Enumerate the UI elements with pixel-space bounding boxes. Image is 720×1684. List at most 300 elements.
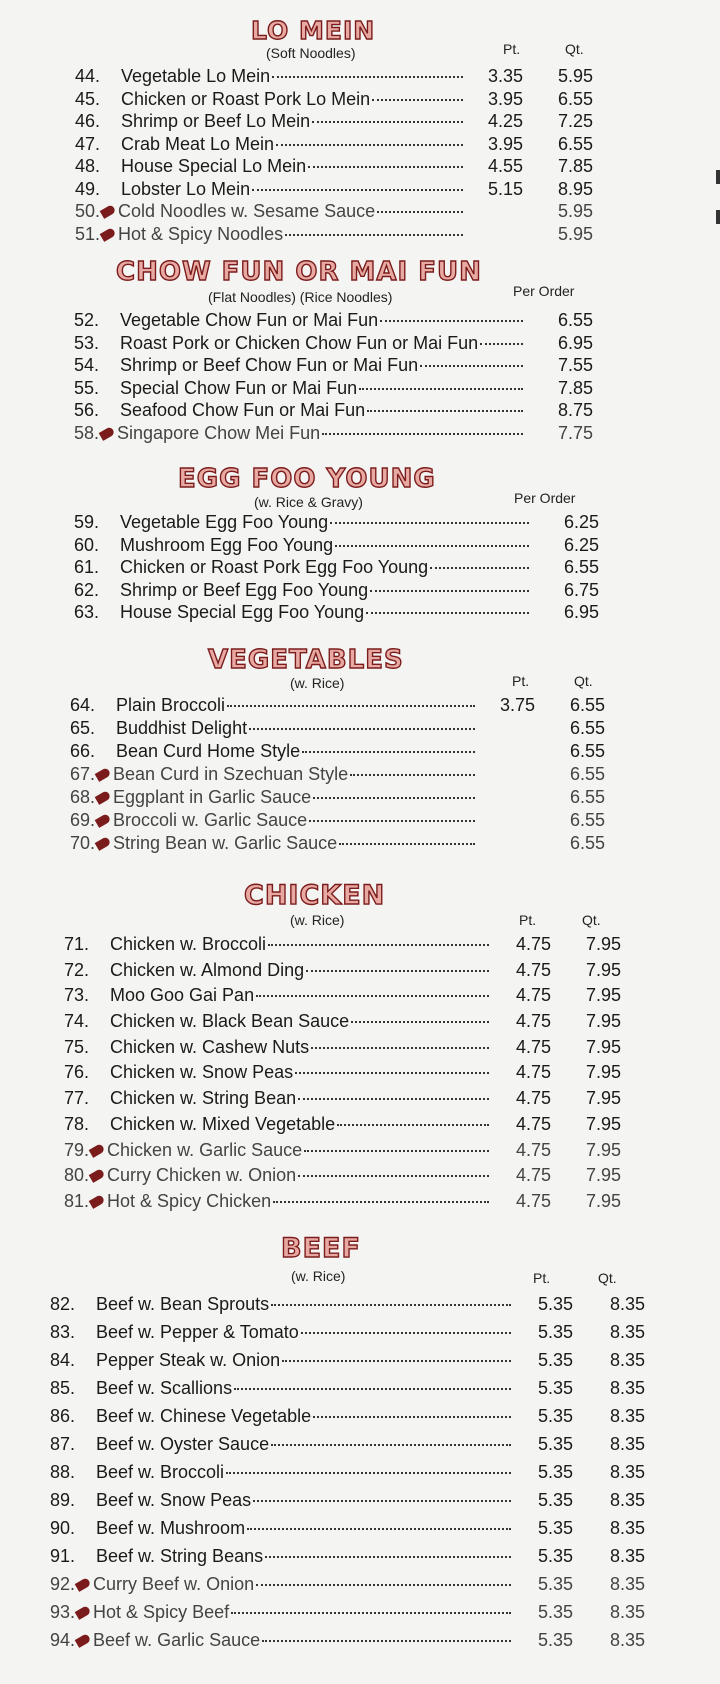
price-quart: 7.95 — [585, 1113, 621, 1134]
item-name: House Special Lo Mein — [121, 156, 307, 176]
price-quart: 8.35 — [609, 1350, 645, 1370]
item-name: Chicken w. Broccoli — [110, 934, 267, 954]
item-number: 77. — [64, 1088, 90, 1109]
column-header-qt: Qt. — [598, 1270, 617, 1286]
menu-item-row — [50, 1486, 645, 1514]
leader-dots — [335, 545, 529, 547]
price-quart: 7.95 — [585, 1011, 621, 1032]
item-number: 70. — [70, 833, 96, 853]
item-name: Vegetable Chow Fun or Mai Fun — [120, 310, 379, 330]
menu-item-row — [50, 1542, 645, 1570]
item-name: Hot & Spicy Noodles — [118, 223, 284, 244]
price-quart: 8.35 — [609, 1378, 645, 1398]
item-number: 92. — [50, 1574, 76, 1594]
menu-item-row — [50, 1570, 645, 1598]
item-number: 89. — [50, 1490, 76, 1510]
leader-dots — [268, 944, 489, 946]
menu-item-row — [75, 133, 593, 156]
item-list — [74, 309, 593, 444]
item-name: Beef w. Broccoli — [96, 1462, 225, 1482]
price-pint: 5.35 — [537, 1378, 573, 1398]
price-quart: 8.35 — [609, 1322, 645, 1342]
item-number: 79. — [64, 1139, 90, 1160]
item-number: 76. — [64, 1062, 90, 1083]
price-pint: 5.15 — [487, 178, 523, 199]
item-name: Beef w. Garlic Sauce — [93, 1630, 261, 1650]
leader-dots — [304, 1150, 489, 1152]
item-name: Chicken w. Mixed Vegetable — [110, 1113, 336, 1134]
item-number: 59. — [74, 512, 100, 532]
item-number: 44. — [75, 66, 101, 86]
leader-dots — [273, 1201, 489, 1203]
page-edge-mark — [716, 170, 720, 184]
item-name: Cold Noodles w. Sesame Sauce — [118, 201, 376, 221]
item-name: Beef w. Pepper & Tomato — [96, 1322, 299, 1342]
item-number: 66. — [70, 741, 96, 761]
price-per-order: 6.25 — [563, 534, 599, 555]
item-name: Shrimp or Beef Egg Foo Young — [120, 579, 369, 600]
hot-pepper-icon — [89, 1168, 106, 1183]
price-quart: 6.55 — [557, 133, 593, 154]
column-header-qt: Qt. — [582, 912, 601, 928]
hot-pepper-icon — [100, 204, 117, 219]
menu-item-row — [75, 88, 593, 111]
price-quart: 7.85 — [557, 156, 593, 176]
hot-pepper-icon — [95, 813, 112, 828]
item-number: 80. — [64, 1165, 90, 1186]
column-header-per-order: Per Order — [513, 283, 575, 299]
price-quart: 6.55 — [569, 764, 605, 784]
price-pint: 5.35 — [537, 1630, 573, 1650]
price-pint: 5.35 — [537, 1462, 573, 1482]
item-name: Beef w. Bean Sprouts — [96, 1294, 270, 1314]
price-pint: 4.75 — [515, 1062, 551, 1083]
price-quart: 7.95 — [585, 985, 621, 1006]
leader-dots — [430, 567, 529, 569]
price-pint: 4.75 — [515, 959, 551, 980]
section-subtitle: (Flat Noodles) (Rice Noodles) — [208, 289, 393, 305]
section-title: BEEF — [281, 1233, 361, 1264]
leader-dots — [339, 843, 475, 845]
section-subtitle: (w. Rice) — [290, 912, 345, 928]
menu-item-row — [70, 809, 605, 832]
menu-item-row — [50, 1598, 645, 1626]
menu-item-row — [70, 832, 605, 855]
price-quart: 8.95 — [557, 178, 593, 199]
menu-item-row — [70, 763, 605, 786]
item-name: Chicken w. Black Bean Sauce — [110, 1011, 350, 1032]
price-pint: 4.75 — [515, 934, 551, 954]
hot-pepper-icon — [75, 1577, 92, 1592]
item-number: 84. — [50, 1350, 76, 1370]
price-quart: 6.55 — [569, 833, 605, 853]
hot-pepper-icon — [95, 790, 112, 805]
column-header-pt: Pt. — [519, 912, 537, 928]
menu-item-row — [74, 556, 599, 579]
item-name: Eggplant in Garlic Sauce — [113, 787, 312, 807]
price-pint: 4.25 — [487, 111, 523, 131]
price-per-order: 7.75 — [557, 422, 593, 443]
item-name: Chicken w. Garlic Sauce — [107, 1139, 303, 1160]
price-per-order: 7.55 — [557, 355, 593, 375]
price-quart: 8.35 — [609, 1518, 645, 1538]
leader-dots — [313, 797, 475, 799]
item-name: Vegetable Lo Mein — [121, 66, 271, 86]
menu-item-row — [64, 1138, 621, 1164]
hot-pepper-icon — [89, 1194, 106, 1209]
price-pint: 5.35 — [537, 1322, 573, 1342]
menu-item-row — [64, 1112, 621, 1138]
item-name: Chicken or Roast Pork Lo Mein — [121, 88, 371, 109]
price-pint: 4.75 — [515, 1139, 551, 1160]
item-name: Chicken w. Cashew Nuts — [110, 1036, 310, 1057]
hot-pepper-icon — [95, 767, 112, 782]
item-name: Plain Broccoli — [116, 695, 226, 715]
item-list — [70, 694, 605, 855]
leader-dots — [337, 1124, 489, 1126]
hot-pepper-icon — [75, 1633, 92, 1648]
menu-item-row — [75, 178, 593, 201]
item-number: 45. — [75, 88, 101, 109]
price-quart: 8.35 — [609, 1406, 645, 1426]
price-pint: 5.35 — [537, 1434, 573, 1454]
price-per-order: 6.55 — [563, 557, 599, 577]
menu-item-row — [74, 377, 593, 400]
item-number: 75. — [64, 1036, 90, 1057]
menu-item-row — [74, 579, 599, 602]
price-quart: 8.35 — [609, 1462, 645, 1482]
menu-item-row — [70, 786, 605, 809]
item-number: 71. — [64, 934, 90, 954]
column-header-qt: Qt. — [574, 673, 593, 689]
item-name: Singapore Chow Mei Fun — [117, 422, 321, 443]
item-number: 61. — [74, 557, 100, 577]
menu-item-row — [74, 511, 599, 534]
leader-dots — [313, 1416, 511, 1418]
item-name: Seafood Chow Fun or Mai Fun — [120, 400, 366, 420]
item-number: 72. — [64, 959, 90, 980]
menu-item-row — [74, 534, 599, 557]
item-name: Beef w. Mushroom — [96, 1518, 246, 1538]
leader-dots — [231, 1612, 511, 1614]
menu-item-row — [70, 694, 605, 717]
leader-dots — [298, 1098, 489, 1100]
price-quart: 7.95 — [585, 1036, 621, 1057]
leader-dots — [271, 1304, 511, 1306]
item-number: 47. — [75, 133, 101, 154]
price-quart: 7.25 — [557, 111, 593, 131]
item-name: Hot & Spicy Beef — [93, 1602, 230, 1622]
price-quart: 8.35 — [609, 1546, 645, 1566]
item-name: Buddhist Delight — [116, 718, 248, 738]
price-pint: 5.35 — [537, 1490, 573, 1510]
menu-item-row — [64, 1189, 621, 1215]
item-name: Chicken w. Almond Ding — [110, 959, 305, 980]
price-quart: 6.55 — [569, 741, 605, 761]
hot-pepper-icon — [89, 1143, 106, 1158]
price-pint: 3.35 — [487, 66, 523, 86]
menu-item-row — [64, 983, 621, 1009]
section-title: LO MEIN — [251, 16, 376, 45]
price-quart: 8.35 — [609, 1490, 645, 1510]
leader-dots — [380, 320, 523, 322]
menu-item-row — [74, 601, 599, 624]
item-name: Roast Pork or Chicken Chow Fun or Mai Fun — [120, 332, 479, 353]
leader-dots — [311, 1047, 489, 1049]
item-number: 55. — [74, 377, 100, 398]
leader-dots — [366, 612, 529, 614]
price-quart: 7.95 — [585, 1165, 621, 1186]
item-number: 88. — [50, 1462, 76, 1482]
item-number: 93. — [50, 1602, 76, 1622]
price-quart: 7.95 — [585, 959, 621, 980]
item-number: 65. — [70, 718, 96, 738]
price-quart: 8.35 — [609, 1294, 645, 1314]
leader-dots — [351, 1021, 489, 1023]
menu-item-row — [75, 155, 593, 178]
hot-pepper-icon — [99, 426, 116, 441]
price-quart: 5.95 — [557, 66, 593, 86]
menu-item-row — [50, 1402, 645, 1430]
leader-dots — [298, 1175, 489, 1177]
menu-item-row — [64, 1009, 621, 1035]
price-per-order: 7.85 — [557, 377, 593, 398]
column-header-per-order: Per Order — [514, 490, 576, 506]
price-pint: 4.55 — [487, 156, 523, 176]
leader-dots — [359, 388, 523, 390]
item-list — [64, 932, 621, 1215]
leader-dots — [234, 1388, 511, 1390]
price-pint: 3.95 — [487, 88, 523, 109]
leader-dots — [308, 166, 463, 168]
section-subtitle: (w. Rice) — [291, 1268, 346, 1284]
price-pint: 5.35 — [537, 1574, 573, 1594]
leader-dots — [271, 1444, 511, 1446]
price-pint: 5.35 — [537, 1518, 573, 1538]
leader-dots — [256, 1584, 511, 1586]
menu-item-row — [64, 932, 621, 958]
item-name: Curry Beef w. Onion — [93, 1574, 255, 1594]
item-name: Chicken w. String Bean — [110, 1088, 297, 1109]
leader-dots — [350, 774, 475, 776]
item-name: Pepper Steak w. Onion — [96, 1350, 281, 1370]
section-subtitle: (w. Rice & Gravy) — [254, 494, 363, 510]
leader-dots — [377, 211, 463, 213]
price-pint: 4.75 — [515, 1113, 551, 1134]
leader-dots — [370, 590, 529, 592]
price-quart: 5.95 — [557, 223, 593, 244]
leader-dots — [330, 522, 529, 524]
item-name: Lobster Lo Mein — [121, 178, 251, 199]
hot-pepper-icon — [95, 836, 112, 851]
menu-item-row — [64, 1035, 621, 1061]
menu-item-row — [50, 1290, 645, 1318]
leader-dots — [262, 1640, 511, 1642]
page-edge-mark — [716, 210, 720, 224]
leader-dots — [276, 144, 463, 146]
item-number: 60. — [74, 534, 100, 555]
item-name: Chicken or Roast Pork Egg Foo Young — [120, 557, 429, 577]
price-quart: 8.35 — [609, 1574, 645, 1594]
price-quart: 8.35 — [609, 1434, 645, 1454]
leader-dots — [302, 751, 475, 753]
leader-dots — [285, 234, 463, 236]
leader-dots — [312, 121, 463, 123]
leader-dots — [322, 433, 523, 435]
item-number: 81. — [64, 1190, 90, 1211]
item-number: 64. — [70, 695, 96, 715]
item-number: 90. — [50, 1518, 76, 1538]
item-list — [74, 511, 599, 624]
menu-item-row — [50, 1514, 645, 1542]
leader-dots — [309, 820, 475, 822]
item-name: Moo Goo Gai Pan — [110, 985, 255, 1006]
price-quart: 7.95 — [585, 1088, 621, 1109]
item-number: 91. — [50, 1546, 76, 1566]
price-pint: 4.75 — [515, 1011, 551, 1032]
price-pint: 5.35 — [537, 1350, 573, 1370]
item-name: Beef w. Scallions — [96, 1378, 233, 1398]
price-per-order: 6.95 — [563, 602, 599, 622]
item-name: Bean Curd Home Style — [116, 741, 301, 761]
item-number: 86. — [50, 1406, 76, 1426]
section-title: EGG FOO YOUNG — [178, 464, 436, 494]
leader-dots — [372, 99, 463, 101]
hot-pepper-icon — [100, 227, 117, 242]
price-quart: 8.35 — [609, 1602, 645, 1622]
menu-item-row — [75, 110, 593, 133]
price-per-order: 6.75 — [563, 579, 599, 600]
menu-item-row — [70, 717, 605, 740]
price-pint: 5.35 — [537, 1406, 573, 1426]
price-quart: 6.55 — [569, 695, 605, 715]
item-number: 52. — [74, 310, 100, 330]
menu-item-row — [74, 354, 593, 377]
menu-item-row — [74, 309, 593, 332]
item-number: 63. — [74, 602, 100, 622]
item-number: 87. — [50, 1434, 76, 1454]
menu-item-row — [75, 200, 593, 223]
menu-item-row — [75, 65, 593, 88]
item-number: 50. — [75, 201, 101, 221]
menu-item-row — [50, 1346, 645, 1374]
item-name: Curry Chicken w. Onion — [107, 1165, 297, 1186]
item-name: Beef w. String Beans — [96, 1546, 264, 1566]
leader-dots — [265, 1556, 511, 1558]
item-number: 74. — [64, 1011, 90, 1032]
menu-item-row — [74, 422, 593, 445]
column-header-pt: Pt. — [503, 41, 521, 57]
menu-item-row — [70, 740, 605, 763]
price-pint: 3.75 — [499, 695, 535, 715]
price-per-order: 6.95 — [557, 332, 593, 353]
item-number: 53. — [74, 332, 100, 353]
item-name: Broccoli w. Garlic Sauce — [113, 810, 308, 830]
price-quart: 7.95 — [585, 934, 621, 954]
item-number: 83. — [50, 1322, 76, 1342]
item-number: 58. — [74, 422, 100, 443]
item-number: 69. — [70, 810, 96, 830]
price-pint: 5.35 — [537, 1602, 573, 1622]
item-number: 85. — [50, 1378, 76, 1398]
price-quart: 6.55 — [569, 810, 605, 830]
menu-item-row — [50, 1626, 645, 1654]
price-pint: 4.75 — [515, 1036, 551, 1057]
item-name: Crab Meat Lo Mein — [121, 133, 275, 154]
price-quart: 5.95 — [557, 201, 593, 221]
item-number: 51. — [75, 223, 101, 244]
item-list — [75, 65, 593, 245]
menu-item-row — [50, 1318, 645, 1346]
item-name: Chicken w. Snow Peas — [110, 1062, 294, 1083]
leader-dots — [253, 1500, 511, 1502]
price-pint: 5.35 — [537, 1546, 573, 1566]
item-number: 49. — [75, 178, 101, 199]
price-pint: 4.75 — [515, 1165, 551, 1186]
leader-dots — [247, 1528, 511, 1530]
menu-item-row — [50, 1458, 645, 1486]
item-number: 68. — [70, 787, 96, 807]
price-pint: 4.75 — [515, 985, 551, 1006]
item-number: 73. — [64, 985, 90, 1006]
item-name: Special Chow Fun or Mai Fun — [120, 377, 358, 398]
price-per-order: 6.55 — [557, 310, 593, 330]
item-number: 82. — [50, 1294, 76, 1314]
item-name: Hot & Spicy Chicken — [107, 1190, 272, 1211]
menu-item-row — [50, 1374, 645, 1402]
leader-dots — [295, 1072, 489, 1074]
price-quart: 6.55 — [569, 718, 605, 738]
menu-item-row — [75, 223, 593, 246]
price-per-order: 6.25 — [563, 512, 599, 532]
item-number: 48. — [75, 156, 101, 176]
menu-item-row — [50, 1430, 645, 1458]
item-name: Beef w. Snow Peas — [96, 1490, 252, 1510]
leader-dots — [306, 970, 489, 972]
item-list — [50, 1290, 645, 1654]
price-quart: 7.95 — [585, 1139, 621, 1160]
item-name: String Bean w. Garlic Sauce — [113, 833, 338, 853]
item-name: House Special Egg Foo Young — [120, 602, 365, 622]
leader-dots — [480, 343, 523, 345]
section-title: VEGETABLES — [208, 645, 404, 675]
leader-dots — [301, 1332, 511, 1334]
leader-dots — [249, 728, 475, 730]
item-name: Beef w. Oyster Sauce — [96, 1434, 270, 1454]
menu-item-row — [64, 1086, 621, 1112]
section-subtitle: (w. Rice) — [290, 675, 345, 691]
item-name: Shrimp or Beef Chow Fun or Mai Fun — [120, 355, 419, 375]
column-header-qt: Qt. — [565, 41, 584, 57]
leader-dots — [256, 995, 489, 997]
item-name: Mushroom Egg Foo Young — [120, 534, 334, 555]
item-number: 56. — [74, 400, 100, 420]
leader-dots — [282, 1360, 511, 1362]
menu-item-row — [74, 399, 593, 422]
item-number: 54. — [74, 355, 100, 375]
hot-pepper-icon — [75, 1605, 92, 1620]
leader-dots — [226, 1472, 511, 1474]
menu-item-row — [64, 958, 621, 984]
leader-dots — [420, 365, 523, 367]
price-quart: 6.55 — [569, 787, 605, 807]
section-subtitle: (Soft Noodles) — [266, 45, 356, 61]
item-number: 46. — [75, 111, 101, 131]
item-number: 94. — [50, 1630, 76, 1650]
section-title: CHOW FUN OR MAI FUN — [116, 257, 482, 287]
item-name: Vegetable Egg Foo Young — [120, 512, 329, 532]
price-pint: 4.75 — [515, 1190, 551, 1211]
